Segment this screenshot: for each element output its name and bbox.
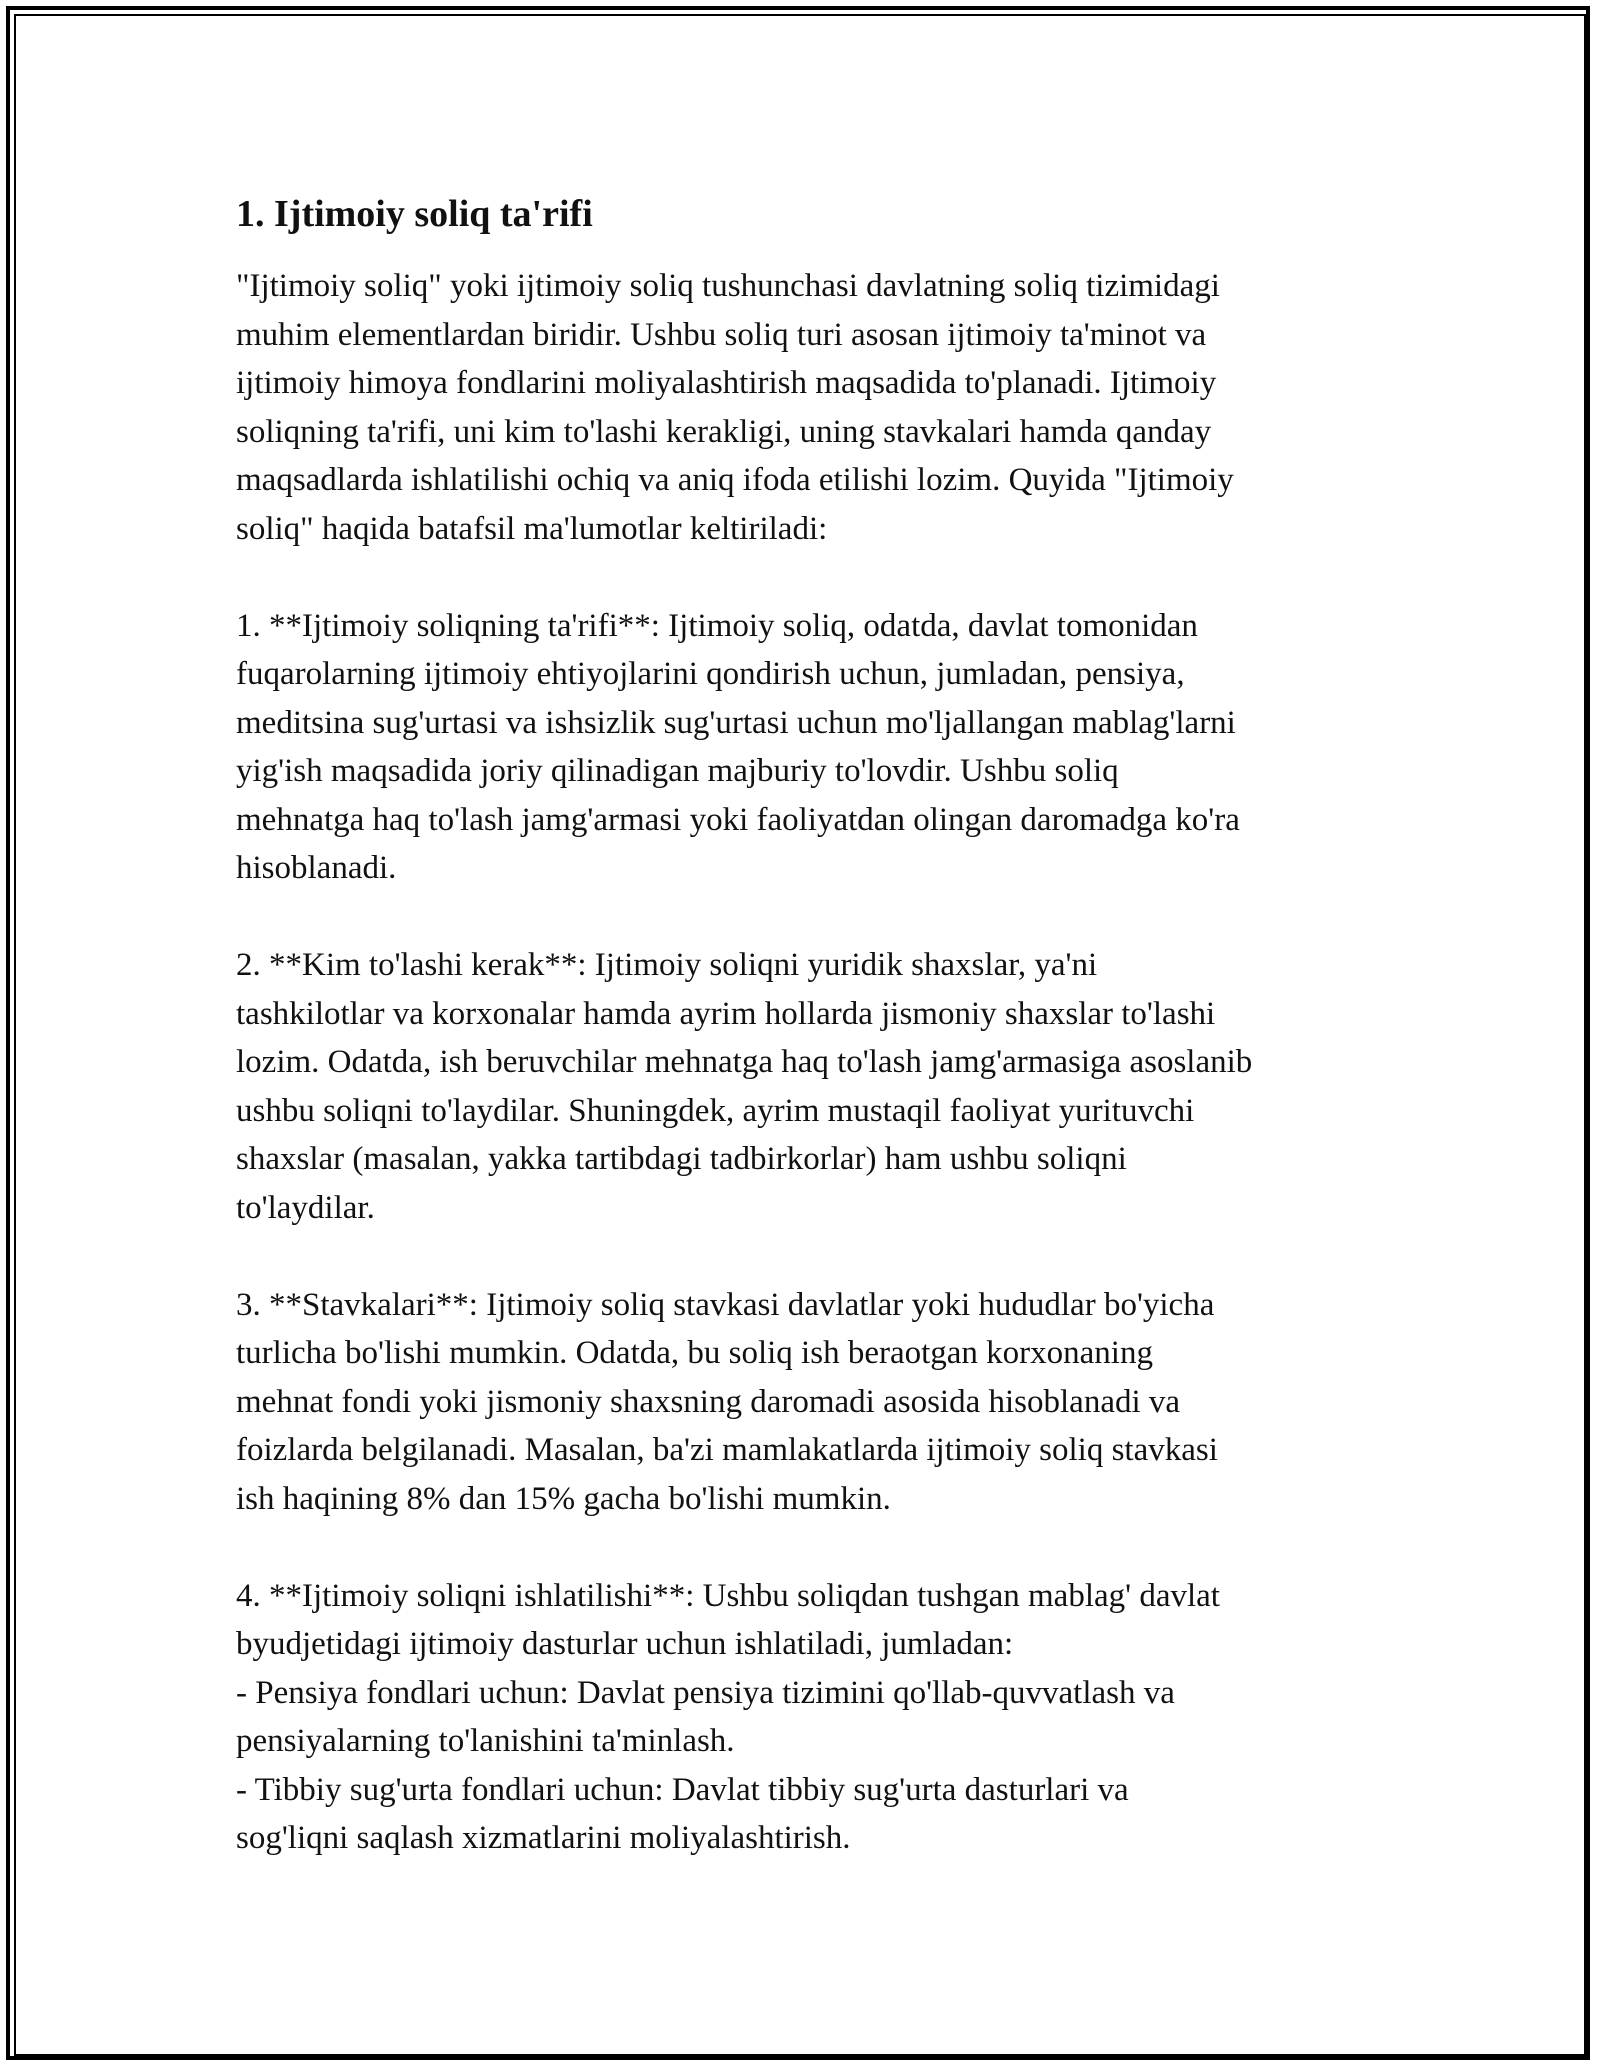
section-heading: 1. Ijtimoiy soliq ta'rifi	[236, 193, 593, 235]
intro-paragraph: "Ijtimoiy soliq" yoki ijtimoiy soliq tushunchasi davlatning soliq tizimidagi muhim elementlardan biridir. Ushbu soliq turi asosan ijtimoiy ta'minot va ijtimoiy himoya fondlarini moliyalashtirish maqsadida to'planadi. Ijtimoiy soliqning ta'rifi, uni kim to'lashi kerakligi, uning stavkalari hamda qanday maqsadlarda ishlatilishi ochiq va aniq ifoda etilishi lozim. Quyida "Ijtimoiy soliq" haqida batafsil ma'lumotlar keltiriladi:	[236, 268, 1234, 547]
usage-paragraph: 4. **Ijtimoiy soliqni ishlatilishi**: Ushbu soliqdan tushgan mablag' davlat byudjetidagi ijtimoiy dasturlar uchun ishlatiladi, jumladan: - Pensiya fondlari uchun: Davlat pensiya tizimini qo'llab-quvvatlash va pensiyalarning to'lanishini ta'minlash. - Tibbiy sug'urta fondlari uchun: Davlat tibbiy sug'urta dasturlari va sog'liqni saqlash xizmatlarini moliyalashtirish.	[236, 1577, 1220, 1856]
document-body	[236, 190, 1386, 1863]
who-pays-paragraph: 2. **Kim to'lashi kerak**: Ijtimoiy soliqni yuridik shaxslar, ya'ni tashkilotlar va korxonalar hamda ayrim hollarda jismoniy shaxslar to'lashi lozim. Odatda, ish beruvchilar mehnatga haq to'lash jamg'armasiga asoslanib ushbu soliqni to'laydilar. Shuningdek, ayrim mustaqil faoliyat yurituvchi shaxslar (masalan, yakka tartibdagi tadbirkorlar) ham ushbu soliqni to'laydilar.	[236, 947, 1253, 1226]
rates-paragraph: 3. **Stavkalari**: Ijtimoiy soliq stavkasi davlatlar yoki hududlar bo'yicha turlicha bo'lishi mumkin. Odatda, bu soliq ish beraotgan korxonaning mehnat fondi yoki jismoniy shaxsning daromadi asosida hisoblanadi va foizlarda belgilanadi. Masalan, ba'zi mamlakatlarda ijtimoiy soliq stavkasi ish haqining 8% dan 15% gacha bo'lishi mumkin.	[236, 1286, 1218, 1517]
definition-paragraph: 1. **Ijtimoiy soliqning ta'rifi**: Ijtimoiy soliq, odatda, davlat tomonidan fuqarolarning ijtimoiy ehtiyojlarini qondirish uchun, jumladan, pensiya, meditsina sug'urtasi va ishsizlik sug'urtasi uchun mo'ljallangan mablag'larni yig'ish maqsadida joriy qilinadigan majburiy to'lovdir. Ushbu soliq mehnatga haq to'lash jamg'armasi yoki faoliyatdan olingan daromadga ko'ra hisoblanadi.	[236, 607, 1240, 886]
